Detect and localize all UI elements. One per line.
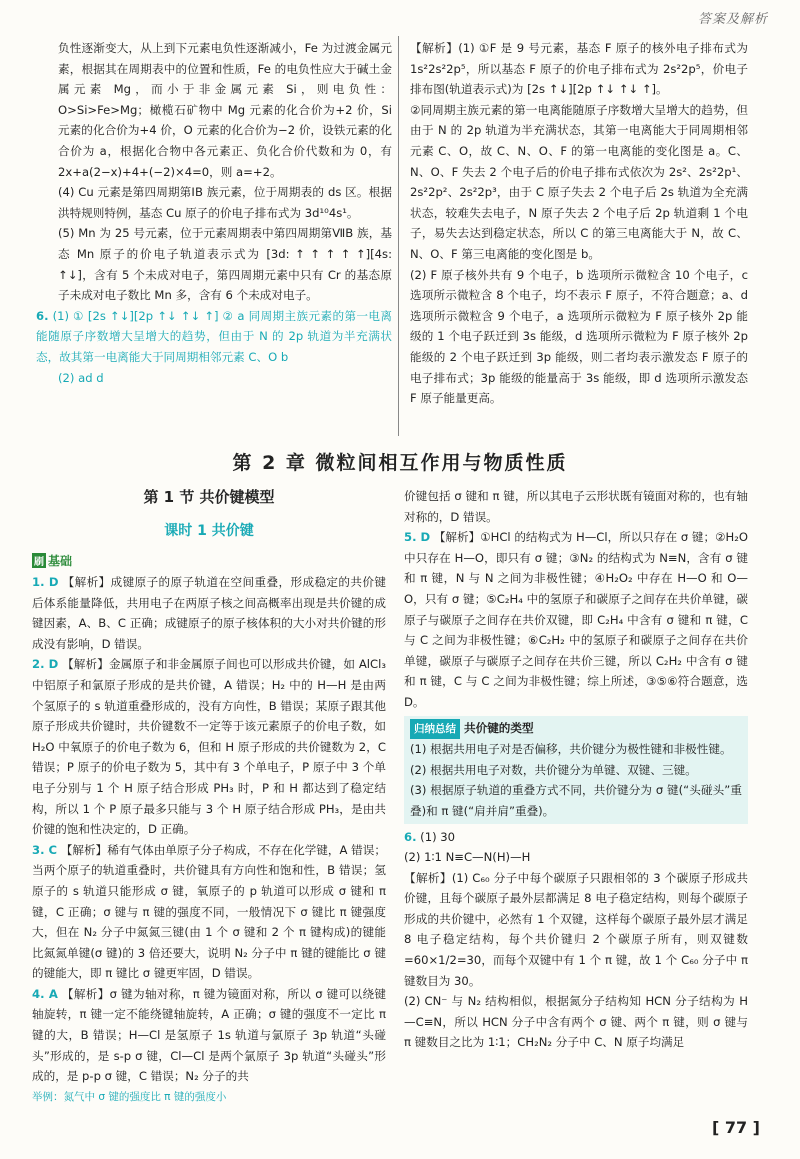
answer-number: 3. C	[32, 842, 58, 857]
answer-text: 【解析】成键原子的原子轨道在空间重叠，形成稳定的共价键后体系能量降低，共用电子在两原子核之间高概率出现是共价键的成键因素，A、B、C 正确；成键原子的原子核体积的大小对共价键的形成没有影响，D 错误。	[32, 575, 386, 651]
answer-item	[32, 572, 386, 654]
answer-item	[32, 840, 386, 984]
paragraph: (2) F 原子核外共有 9 个电子，b 选项所示微粒含 10 个电子，c 选项所示微粒含 8 个电子，均不表示 F 原子，不符合题意；a、d 选项所示微粒含 9 个电子，a 选项所示微粒为 F 原子核外 2p 能级的 1 个电子跃迁到 3s 能级，d 选项所示微粒为 F 原子核外 2p 能级的 2 个电子跃迁到 3p 能级，则二者均表示激发态 F 原子的电子排布式；3p 能级的能量高于 3s 能级，即 d 选项所示激发态 F 原子能量更高。	[410, 267, 748, 406]
paragraph: 【解析】(1) C₆₀ 分子中每个碳原子只跟相邻的 3 个碳原子形成共价键，且每个碳原子最外层都满足 8 电子稳定结构，则每个碳原子形成的共价键中，必然有 1 个双键，这样每个碳原子最外层才满足 8 电子稳定结构，每个共价键归 2 个碳原子所有，则双键数=60×1/2=30，而每个双键中有 1 个 π 键，故 1 个 C₆₀ 分子中 π 键数目为 30。	[404, 870, 748, 988]
answer-number: 5. D	[404, 530, 431, 545]
basic-label	[32, 552, 72, 569]
right-top-column	[410, 38, 748, 409]
answer-number: 6.	[404, 829, 417, 844]
left-bottom-column	[32, 572, 386, 1107]
summary-item: (3) 根据原子轨道的重叠方式不同，共价键分为 σ 键(“头碰头”重叠)和 π 键(“肩并肩”重叠)。	[410, 783, 742, 818]
summary-item: (1) 根据共用电子对是否偏移，共价键分为极性键和非极性键。	[410, 742, 732, 757]
question-6-answer	[36, 306, 392, 368]
answer-text: (1) ① [2s ↑↓][2p ↑↓ ↑↓ ↑] ② a 同周期主族元素的第一电离能随原子序数增大呈增大的趋势，但由于 N 的 2p 轨道为半充满状态，故其第一电离能大于同周期相邻元素 C、O b	[36, 308, 392, 364]
book-icon: 刷	[32, 553, 46, 568]
basic-text: 基础	[48, 554, 73, 568]
answer-item	[32, 654, 386, 839]
summary-item: (2) 根据共用电子对数，共价键分为单键、双键、三键。	[410, 762, 697, 777]
paragraph: ②同周期主族元素的第一电离能随原子序数增大呈增大的趋势，但由于 N 的 2p 轨道为半充满状态，其第一电离能大于同周期相邻元素 C、O，故 C、N、O、F 的第一电离能的变化图是 a。C、N、O、F 失去 2 个电子后的价电子排布式依次为 2s²、2s²2p¹、2s²2p²、2s²2p³，由于 C 原子失去 2 个电子后 2s 轨道为全充满状态，较难失去电子，N 原子失去 2 个电子后 2p 轨道剩 1 个电子，易失去达到稳定状态，所以 C 的第三电离能大于 N，故 C、N、O、F 第三电离能的变化图是 b。	[410, 102, 748, 261]
header-label: 答案及解析	[697, 12, 768, 27]
answer-item	[404, 827, 748, 848]
answer-number: 4. A	[32, 986, 58, 1001]
answer-text: (2) ad d	[58, 370, 104, 385]
answer-text: 【解析】金属原子和非金属原子间也可以形成共价键，如 AlCl₃ 中铝原子和氯原子形成的是共价键，A 错误；H₂ 中的 H—H 是由两个氢原子的 s 轨道重叠形成的，没有方向性，B 错误；某原子跟其他原子形成共价键时，共价键数不一定等于该元素原子的价电子数，如 H₂O 中氧原子的价电子数为 6，但和 H 原子形成的共价键数为 2，C 错误；P 原子的价电子数为 5，其中有 3 个单电子，P 原子中 3 个单电子分别与 1 个 H 原子结合形成 PH₃ 时，P 和 H 都达到了稳定结构，所以 1 个 P 原子最多只能与 3 个 H 原子结合形成 PH₃，是由共价键的饱和性决定的，D 正确。	[32, 657, 386, 837]
paragraph: (5) Mn 为 25 号元素，位于元素周期表中第四周期第ⅦB 族，基态 Mn 原子的价电子轨道表示式为 [3d: ↑ ↑ ↑ ↑ ↑][4s: ↑↓]，含有 5 个未成对电子，第四周期元素中只有 Cr 的基态原子未成对电子数比 Mn 多，含有 6 个未成对电子。	[58, 226, 392, 303]
answer-text: (1) 30	[420, 829, 456, 844]
summary-box	[404, 716, 748, 824]
paragraph: (2) CN⁻ 与 N₂ 结构相似，根据氮分子结构知 HCN 分子结构为 H—C≡N，所以 HCN 分子中含有两个 σ 键、两个 π 键，则 σ 键与 π 键数目之比为 1∶1；CH₂N₂ 分子中 C、N 原子均满足	[404, 994, 748, 1050]
section-title: 第 1 节 共价键模型	[143, 488, 275, 506]
answer-item	[404, 527, 748, 712]
answer-text: 【解析】①HCl 的结构式为 H—Cl，所以只存在 σ 键；②H₂O 中只存在 H—O，即只有 σ 键；③N₂ 的结构式为 N≡N，含有 σ 键和 π 键，N 与 N 之间为非极性键；④H₂O₂ 中存在 H—O 和 O—O，只有 σ 键；⑤C₂H₄ 中的氢原子和碳原子之间存在共价单键，碳原子与碳原子之间存在共价双键，即 C₂H₄ 中含有 σ 键和 π 键，C 与 C 之间为非极性键；⑥C₂H₂ 中的氢原子和碳原子之间存在共价单键，碳原子与碳原子之间存在共价三键，所以 C₂H₂ 中含有 σ 键和 π 键，C 与 C 之间为非极性键；综上所述，③⑤⑥符合题意，选 D。	[404, 530, 748, 709]
paragraph: 负性逐渐变大，从上到下元素电负性逐渐减小，Fe 为过渡金属元素，根据其在周期表中的位置和性质，Fe 的电负性应大于碱土金属元素 Mg，而小于非金属元素 Si，则电负性：O>Si>Fe>Mg；橄榄石矿物中 Mg 元素的化合价为+2 价，Si 元素的化合价为+4 价，O 元素的化合价为−2 价，设铁元素的化合价为 a，根据化合物中各元素正、负化合价代数和为 0，有 2x+a(2−x)+4+(−2)×4=0，则 a=+2。	[58, 41, 392, 179]
answer-text: 【解析】稀有气体由单原子分子构成，不存在化学键，A 错误；当两个原子的轨道重叠时，共价键具有方向性和饱和性，B 错误；氢原子的 s 轨道只能形成 σ 键，氧原子的 p 轨道可以形成 σ 键和 π 键，C 正确；σ 键与 π 键的强度不同，一般情况下 σ 键比 π 键强度大，但在 N₂ 分子中氮氮三键(由 1 个 σ 键和 2 个 π 键构成)的键能比氮氮单键(σ 键)的 3 倍还要大，说明 N₂ 分子中 π 键的键能比 σ 键的键能大，即 π 键比 σ 键更牢固，D 错误。	[32, 842, 386, 981]
left-top-column	[36, 38, 392, 388]
answer-text: 【解析】σ 键为轴对称，π 键为镜面对称，所以 σ 键可以绕键轴旋转，π 键一定不能绕键轴旋转，A 正确；σ 键的强度不一定比 π 键的大，B 错误；H—Cl 是氢原子 1s 轨道与氯原子 3p 轨道“头碰头”形成的，是 s-p σ 键，Cl—Cl 是两个氯原子 3p 轨道“头碰头”形成的，是 p-p σ 键，C 错误；N₂ 分子的共	[32, 986, 387, 1084]
paragraph: 价键包括 σ 键和 π 键，所以其电子云形状既有镜面对称的，也有轴对称的，D 错误。	[404, 489, 748, 524]
answer-number: 2. D	[32, 657, 59, 672]
question-number: 6.	[36, 308, 49, 323]
summary-label: 归纳总结	[410, 719, 460, 740]
page-number-value: 77	[724, 1118, 748, 1137]
answer-number: 1. D	[32, 575, 59, 589]
summary-title: 共价键的类型	[464, 720, 534, 735]
answer-item	[32, 984, 386, 1087]
paragraph: (4) Cu 元素是第四周期第ⅠB 族元素，位于周期表的 ds 区。根据洪特规则特例，基态 Cu 原子的价电子排布式为 3d¹⁰4s¹。	[58, 185, 392, 220]
column-divider	[398, 36, 399, 436]
right-bottom-column	[404, 486, 748, 1053]
paragraph: 【解析】(1) ①F 是 9 号元素，基态 F 原子的核外电子排布式为 1s²2s²2p⁵，所以基态 F 原子的价电子排布式为 2s²2p⁵，价电子排布图(轨道表示式)为 [2s ↑↓][2p ↑↓ ↑↓ ↑]。	[410, 41, 748, 97]
lesson-title: 课时 1 共价键	[164, 523, 254, 539]
page-number: [ 77 ]	[711, 1118, 760, 1137]
chapter-title: 第 2 章 微粒间相互作用与物质性质	[232, 452, 568, 474]
handwritten-note: 举例：氮气中 σ 键的强度比 π 键的强度小	[32, 1090, 227, 1103]
answer-text: (2) 1∶1 N≡C—N(H)—H	[404, 850, 531, 865]
